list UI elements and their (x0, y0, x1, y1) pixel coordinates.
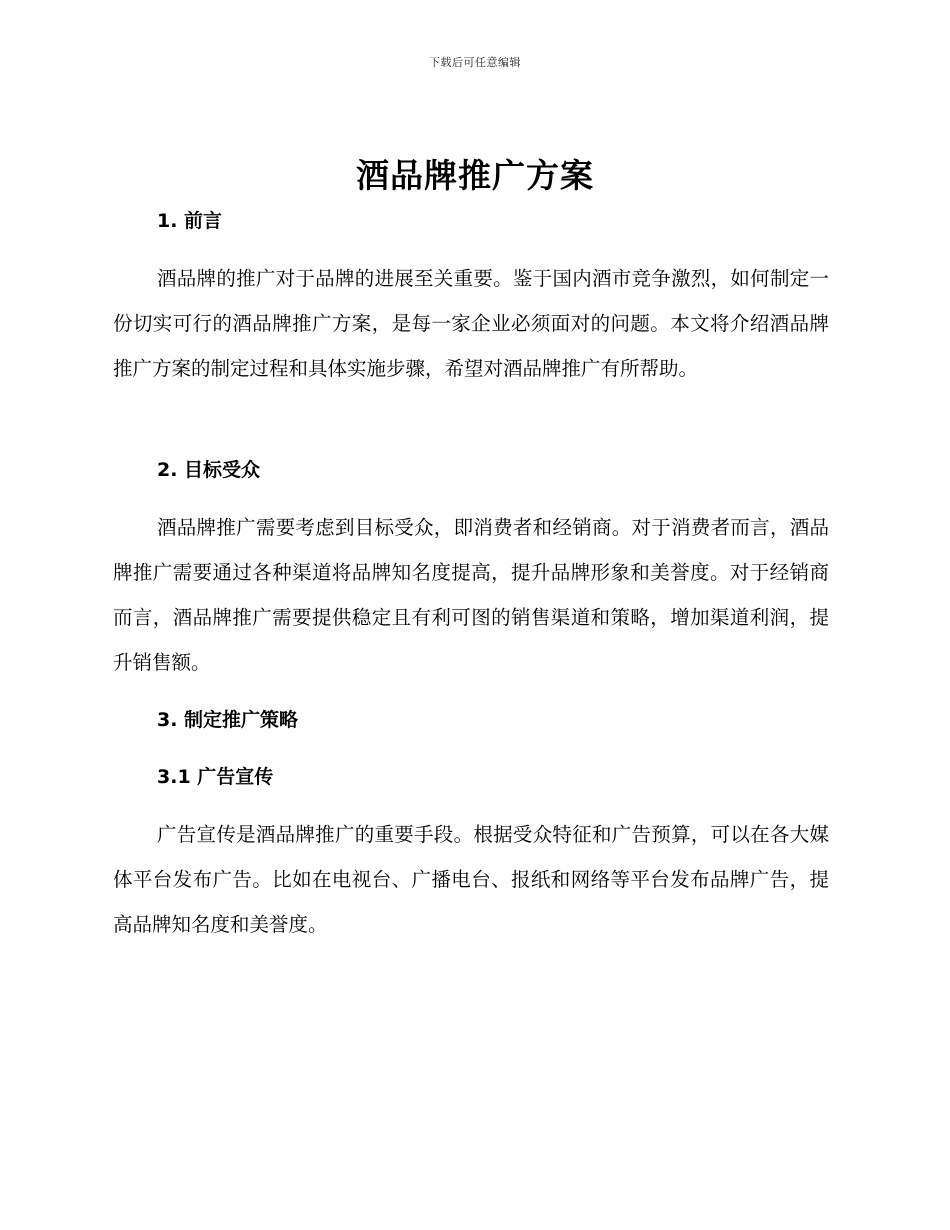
section-paragraph-target-audience: 酒品牌推广需要考虑到目标受众，即消费者和经销商。对于消费者而言，酒品牌推广需要通过各种渠道将品牌知名度提高，提升品牌形象和美誉度。对于经销商而言，酒品牌推广需要提供稳定且有利可图的销售渠道和策略，增加渠道利润，提升销售额。 (113, 516, 829, 674)
section-heading-preface: 1. 前言 (157, 210, 223, 232)
header-note: 下载后可任意编辑 (429, 56, 521, 69)
document-title: 酒品牌推广方案 (356, 156, 594, 195)
section-heading-strategy: 3. 制定推广策略 (157, 709, 299, 731)
section-paragraph-preface: 酒品牌的推广对于品牌的进展至关重要。鉴于国内酒市竞争激烈，如何制定一份切实可行的酒品牌推广方案，是每一家企业必须面对的问题。本文将介绍酒品牌推广方案的制定过程和具体实施步骤，希望对酒品牌推广有所帮助。 (113, 267, 829, 380)
section-heading-target-audience: 2. 目标受众 (157, 459, 261, 481)
subsection-paragraph-advertising: 广告宣传是酒品牌推广的重要手段。根据受众特征和广告预算，可以在各大媒体平台发布广告。比如在电视台、广播电台、报纸和网络等平台发布品牌广告，提高品牌知名度和美誉度。 (113, 823, 829, 936)
subsection-heading-advertising: 3.1 广告宣传 (157, 766, 274, 788)
